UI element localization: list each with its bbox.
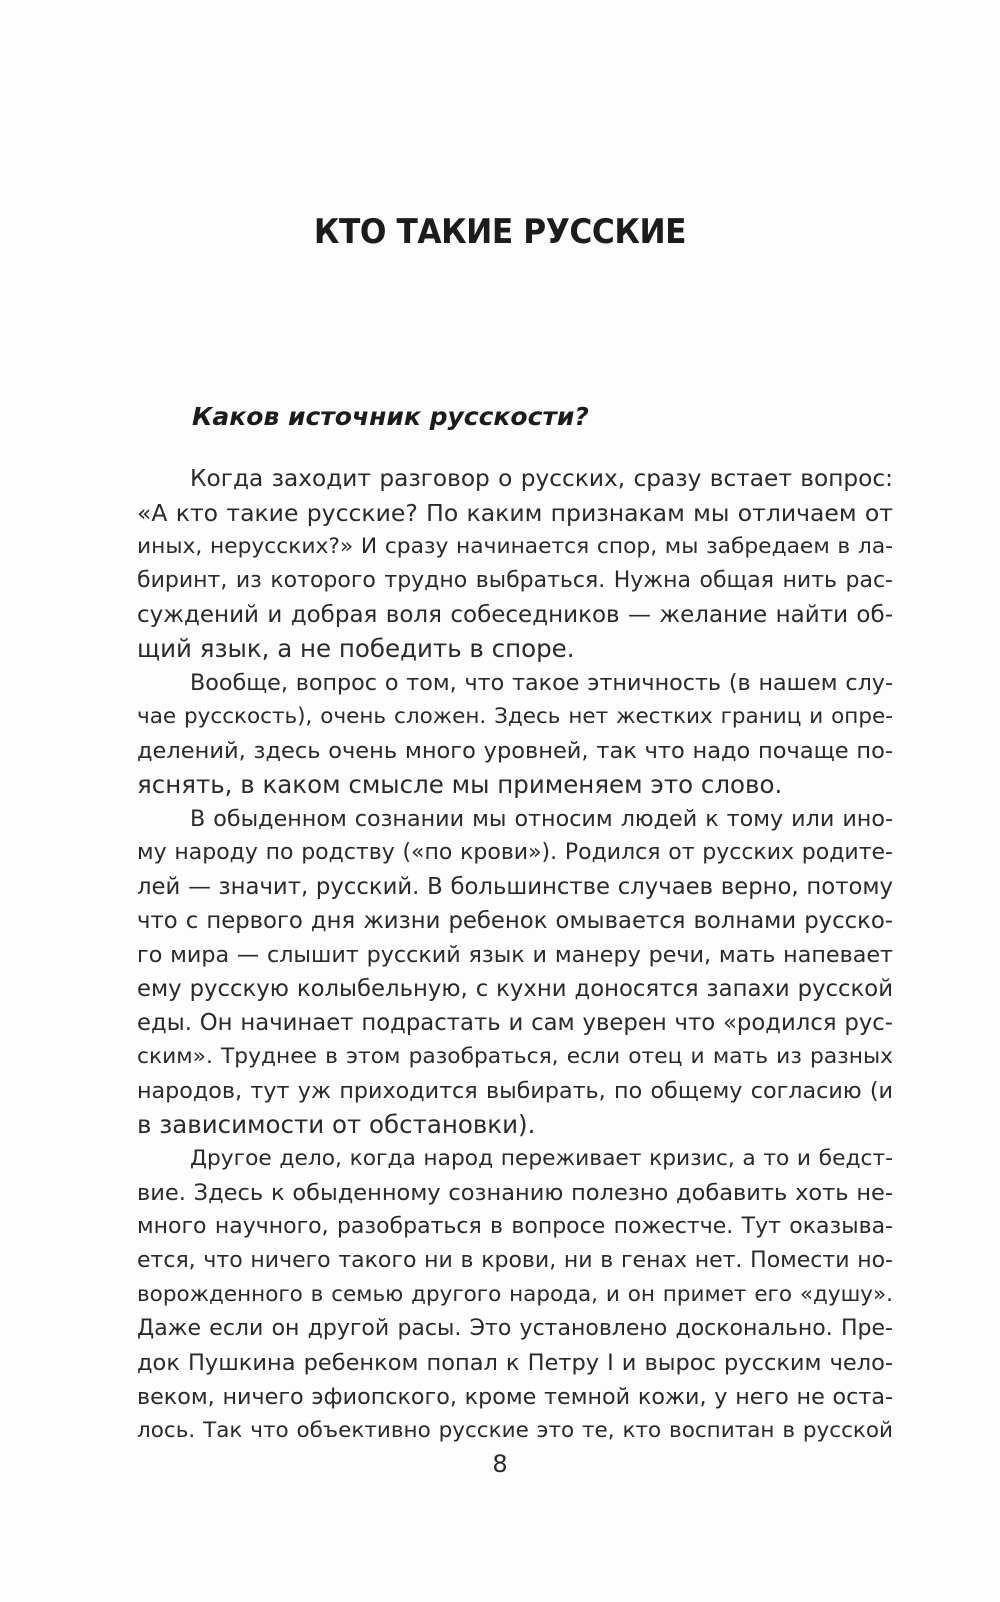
text-line: ется, что ничего такого ни в крови, ни в генах нет. Помести но- (137, 1248, 893, 1273)
section-heading: Каков источник русскости? (192, 402, 589, 431)
chapter-title: КТО ТАКИЕ РУССКИЕ (313, 212, 687, 252)
text-line: биринт, из которого трудно выбраться. Нужна общая нить рас- (137, 568, 893, 593)
text-line: народов, тут уж приходится выбирать, по общему согласию (и (137, 1078, 893, 1104)
text-line: му народу по родству («по крови»). Родился от русских родите- (137, 840, 893, 865)
text-line: Даже если он другой расы. Это установлено досконально. Пре- (137, 1316, 893, 1341)
text-line: вие. Здесь к обыденному сознанию полезно добавить хоть не- (137, 1180, 893, 1206)
text-line: делений, здесь очень много уровней, так что надо почаще по- (137, 738, 893, 764)
page-number: 8 (492, 1450, 508, 1478)
text-line: иных, нерусских?» И сразу начинается спор, мы забредаем в ла- (137, 534, 893, 559)
text-line: го мира — слышит русский язык и манеру речи, мать напевает (137, 942, 893, 968)
text-line: что с первого дня жизни ребенок омывается волнами русско- (137, 908, 893, 934)
text-line: Другое дело, когда народ переживает кризис, а то и бедст- (190, 1146, 893, 1171)
text-line: Вообще, вопрос о том, что такое этничность (в нашем слу- (190, 670, 893, 696)
text-line: щий язык, а не победить в споре. (137, 634, 575, 663)
text-line: ворожденного в семью другого народа, и он примет его «душу». (137, 1282, 893, 1307)
text-line: еды. Он начинает подрастать и сам уверен что «родился рус- (137, 1010, 893, 1036)
text-line: В обыденном сознании мы относим людей к тому или ино- (190, 806, 893, 832)
text-line: док Пушкина ребенком попал к Петру I и вырос русским чело- (137, 1350, 893, 1376)
text-line: «А кто такие русские? По каким признакам мы отличаем от (137, 499, 893, 527)
text-line: чае русскость), очень сложен. Здесь нет жестких границ и опре- (137, 704, 893, 729)
text-line: лей — значит, русский. В большинстве случаев верно, потому (137, 874, 893, 900)
text-line: в зависимости от обстановки). (137, 1110, 536, 1139)
text-line: Когда заходит разговор о русских, сразу встает вопрос: (190, 465, 893, 492)
text-line: суждений и добрая воля собеседников — желание найти об- (137, 602, 893, 628)
text-line: веком, ничего эфиопского, кроме темной кожи, у него не оста- (137, 1384, 893, 1410)
text-line: много научного, разобраться в вопросе пожестче. Тут оказыва- (137, 1214, 893, 1239)
text-line: ему русскую колыбельную, с кухни доносятся запахи русской (137, 976, 893, 1002)
text-line: яснять, в каком смысле мы применяем это слово. (137, 770, 783, 799)
text-line: ским». Труднее в этом разобраться, если отец и мать из разных (137, 1044, 893, 1069)
text-line: лось. Так что объективно русские это те, кто воспитан в русской (137, 1418, 893, 1443)
